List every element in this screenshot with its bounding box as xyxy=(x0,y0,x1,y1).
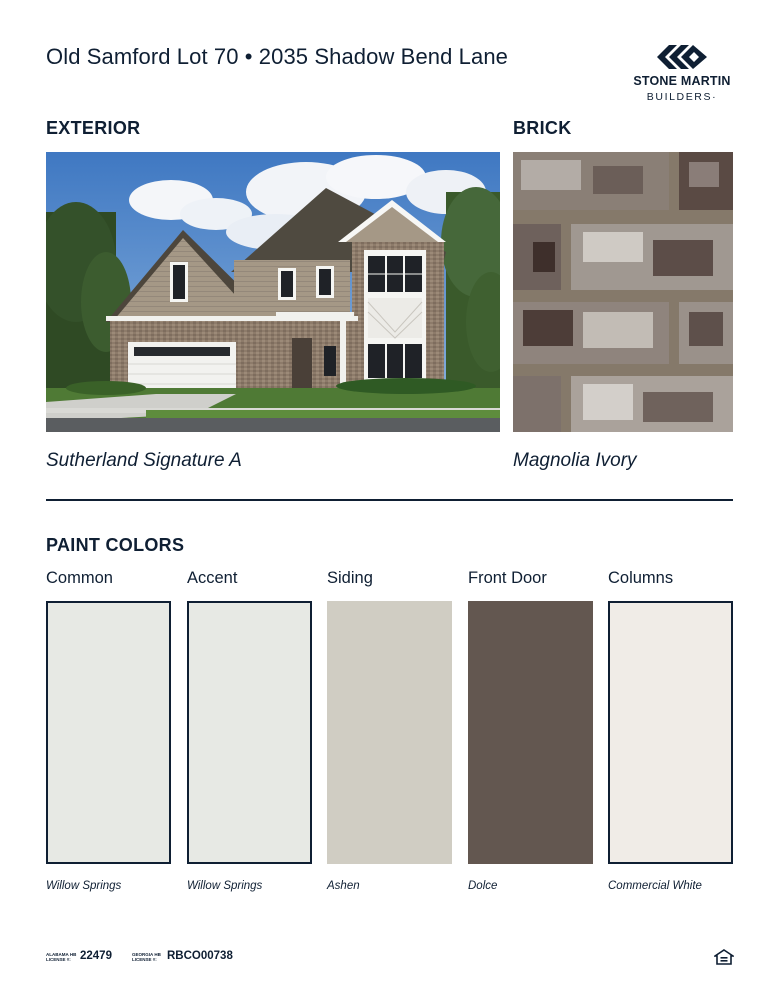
section-divider xyxy=(46,499,733,501)
alabama-license-label-2: LICENSE #: xyxy=(46,957,71,962)
swatch-siding xyxy=(327,601,452,864)
equal-housing-icon xyxy=(714,949,734,965)
logo-text-primary: STONE MARTIN xyxy=(633,74,731,88)
swatch-color-name-front-door: Dolce xyxy=(468,880,498,892)
page-title: Old Samford Lot 70 • 2035 Shadow Bend Lane xyxy=(46,44,508,69)
alabama-license-label: ALABAMA HB xyxy=(46,952,77,957)
georgia-license-label: GEORGIA HB xyxy=(132,952,161,957)
exterior-heading: EXTERIOR xyxy=(46,118,141,138)
swatch-color-name-accent: Willow Springs xyxy=(187,880,263,892)
georgia-license-label-2: LICENSE #: xyxy=(132,957,157,962)
swatch-label-front-door: Front Door xyxy=(468,569,547,587)
house-exterior-image xyxy=(46,152,500,432)
swatch-front-door xyxy=(468,601,593,864)
swatch-common xyxy=(46,601,171,864)
swatch-accent xyxy=(187,601,312,864)
alabama-license-number: 22479 xyxy=(80,950,112,962)
brick-swatch-image xyxy=(513,152,733,432)
logo-text-secondary: BUILDERS· xyxy=(646,91,718,103)
swatch-color-name-siding: Ashen xyxy=(327,880,360,892)
paint-colors-heading: PAINT COLORS xyxy=(46,535,185,555)
swatch-columns xyxy=(608,601,733,864)
brick-heading: BRICK xyxy=(513,118,572,138)
swatch-label-siding: Siding xyxy=(327,569,373,587)
brick-name: Magnolia Ivory xyxy=(513,450,637,471)
stone-martin-logo xyxy=(628,40,738,106)
swatch-color-name-common: Willow Springs xyxy=(46,880,122,892)
swatch-label-common: Common xyxy=(46,569,113,587)
stone-martin-diamond-logo-icon xyxy=(655,42,709,72)
house-plan-name: Sutherland Signature A xyxy=(46,450,242,471)
swatch-label-columns: Columns xyxy=(608,569,674,587)
swatch-label-accent: Accent xyxy=(187,569,238,587)
swatch-color-name-columns: Commercial White xyxy=(608,880,702,892)
georgia-license-number: RBCO00738 xyxy=(167,950,233,962)
